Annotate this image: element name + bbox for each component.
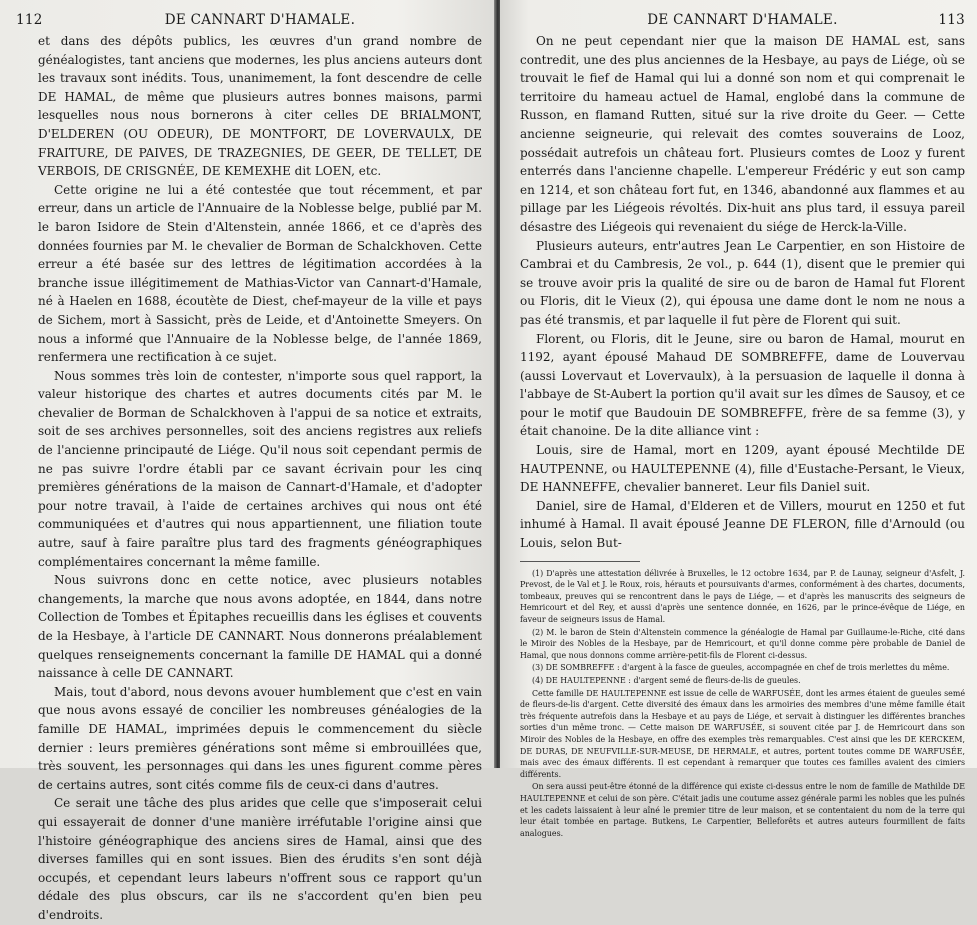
footnote: (2) M. le baron de Stein d'Altenstein commence la généalogie de Hamal par Guillaume-le-Riche, cité dans le Miroir des Nobles de la Hesbaye, par de Hemricourt, et qu'il donne comme père probable de Daniel de Hamal, que nous donnons comme arrière-petit-fils de Florent ci-dessus. (520, 627, 965, 660)
right-page-body (520, 32, 965, 553)
left-paragraph: Cette origine ne lui a été contestée que tout récemment, et par erreur, dans un article de l'Annuaire de la Noblesse belge, publié par M. le baron Isidore de Stein d'Altenstein, année 1866, et ce d'après des données fournies par M. le chevalier de Borman de Schalckhoven. Cette erreur a été basée sur des lettres de légitimation accordées à la branche issue illégitimement de Mathias-Victor van Cannart-d'Hamale, né à Haelen en 1688, écoutète de Diest, chef-mayeur de la ville et pays de Sichem, mort à Sassicht, près de Leide, et d'Antoinette Smeyers. On nous a informé que l'Annuaire de la Noblesse belge, de l'année 1869, renfermera une rectification à ce sujet. (38, 182, 482, 365)
left-page-number: 112 (16, 12, 43, 28)
footnotes (520, 568, 965, 840)
left-paragraph: et dans des dépôts publics, les œuvres d'un grand nombre de généalogistes, tant anciens que modernes, les plus anciens auteurs dont les travaux sont inédits. Tous, unanimement, la font descendre de celle DE HAMAL, de même que plusieurs autres bonnes maisons, parmi lesquelles nous nous bornerons à citer celles DE BRIALMONT, D'ELDEREN (OU ODEUR), DE MONTFORT, DE LOVERVAULX, DE FRAITURE, DE PAIVES, DE TRAZEGNIES, DE GEER, DE TELLET, DE VERBOIS, DE CRISGNÉE, DE KEMEXHE dit LOEN, etc. (38, 34, 482, 179)
footnote: Cette famille DE HAULTEPENNE est issue de celle de WARFUSÉE, dont les armes étaient de gueules semé de fleurs-de-lis d'argent. Cette diversité des émaux dans les armoiries des membres d'une même famille était très fréquente autrefois dans la Hesbaye et au pays de Liége, et servait à distinguer les différentes branches sorties d'un même tronc. — Cette maison DE WARFUSÉE, si souvent citée par J. de Hemricourt dans son Miroir des Nobles de la Hesbaye, en offre des exemples très remarquables. C'est ainsi que les DE KERCKEM, DE DURAS, DE NEUFVILLE-SUR-MEUSE, DE HERMALE, et autres, portent toutes comme DE WARFUSÉE, mais avec des émaux différents. Il est cependant à remarquer que toutes ces familles avaient des cimiers différents. (520, 688, 965, 779)
right-paragraph: On ne peut cependant nier que la maison DE HAMAL est, sans contredit, une des plus anciennes de la Hesbaye, au pays de Liége, où se trouvait le fief de Hamal qui lui a donné son nom et qui comprenait le territoire du hameau actuel de Hamal, englobé dans la commune de Russon, en flamand Rutten, situé sur la rive droite du Geer. — Cette ancienne seigneurie, qui relevait des comtes souverains de Looz, possédait autrefois un château fort. Plusieurs comtes de Looz y furent enterrés dans l'ancienne chapelle. L'empereur Frédéric y eut son camp en 1214, et son château fort fut, en 1346, abandonné aux flammes et au pillage par les Liégeois révoltés. Dix-huit ans plus tard, il essuya pareil désastre des Liégeois qui revenaient du siége de Herck-la-Ville. (520, 34, 965, 234)
right-page-number: 113 (938, 12, 965, 28)
left-running-title: DE CANNART D'HAMALE. (164, 12, 356, 28)
left-page-body (38, 32, 482, 925)
right-paragraph: Daniel, sire de Hamal, d'Elderen et de Villers, mourut en 1250 et fut inhumé à Hamal. Il avait épousé Jeanne DE FLERON, fille d'Arnould (ou Louis, selon But- (520, 498, 965, 551)
right-running-title: DE CANNART D'HAMALE. (647, 12, 838, 28)
footnote: (4) DE HAULTEPENNE : d'argent semé de fleurs-de-lis de gueules. (532, 675, 801, 685)
left-paragraph: Mais, tout d'abord, nous devons avouer humblement que c'est en vain que nous avons essayé de concilier les nombreuses généalogies de la famille DE HAMAL, imprimées depuis le commencement du siècle dernier : leurs premières générations sont même si embrouillées que, très souvent, les personnages qui dans les unes figurent comme pères de certains autres, sont cités comme fils de ceux-ci dans d'autres. (38, 684, 482, 792)
footnote: (1) D'après une attestation délivrée à Bruxelles, le 12 octobre 1634, par P. de Launay, seigneur d'Asfelt, J. Prevost, de le Val et J. le Roux, rois, hérauts et poursuivants d'armes, conformément à des chartes, documents, tombeaux, preuves qui se rencontrent dans le pays de Liége, — et d'après les manuscrits des seigneurs de Hemricourt et del Rey, et aussi d'après une sentence donnée, en 1626, par le prince-évêque de Liége, en faveur de seigneurs issus de Hamal. (520, 568, 965, 624)
left-paragraph: Nous suivrons donc en cette notice, avec plusieurs notables changements, la marche que nous avons adoptée, en 1844, dans notre Collection de Tombes et Épitaphes recueillis dans les églises et couvents de la Hesbaye, à l'article DE CANNART. Nous donnerons préalablement quelques renseignements concernant la famille DE HAMAL qui a donné naissance à celle DE CANNART. (38, 573, 482, 681)
right-page-header (520, 10, 965, 32)
footnote: On sera aussi peut-être étonné de la différence qui existe ci-dessus entre le nom de famille de Mathilde DE HAULTEPENNE et celui de son père. C'était jadis une coutume assez générale parmi les nobles que les puînés et les cadets laissaient à leur aîné le premier titre de leur maison, et se contentaient du nom de la terre qui leur était tombée en partage. Butkens, Le Carpentier, Belleforêts et autres auteurs fourmillent de faits analogues. (520, 782, 965, 838)
right-paragraph: Plusieurs auteurs, entr'autres Jean Le Carpentier, en son Histoire de Cambrai et du Cambresis, 2e vol., p. 644 (1), disent que le premier qui se trouve avoir pris la qualité de sire ou de baron de Hamal fut Florent ou Floris, dit le Vieux (2), qui épousa une dame dont le nom ne nous a pas été transmis, et par laquelle il fut père de Florent qui suit. (520, 238, 965, 327)
footnote-rule (520, 561, 640, 562)
right-paragraph: Louis, sire de Hamal, mort en 1209, ayant épousé Mechtilde DE HAUTPENNE, ou HAULTEPENNE (4), fille d'Eustache-Persant, le Vieux, DE HANNEFFE, chevalier banneret. Leur fils Daniel suit. (520, 443, 965, 495)
left-paragraph: Nous sommes très loin de contester, n'importe sous quel rapport, la valeur historique des chartes et autres documents cités par M. le chevalier de Borman de Schalckhoven à l'appui de sa notice et extraits, soit de ses archives personnelles, soit des anciens registres aux reliefs de l'ancienne principauté de Liége. Qu'il nous soit cependant permis de ne pas suivre l'ordre établi par ce savant écrivain pour les cinq premières générations de la maison de Cannart-d'Hamale, et d'adopter pour notre travail, à l'aide de certaines archives qui nous ont été communiquées et d'autres qui nous appartiennent, une filiation toute autre, sauf à faire paraître plus tard des fragments généographiques complémentaires concernant la même famille. (38, 368, 482, 569)
footnote: (3) DE SOMBREFFE : d'argent à la fasce de gueules, accompagnée en chef de trois merlettes du même. (532, 663, 950, 673)
left-page-header (16, 10, 482, 32)
right-paragraph: Florent, ou Floris, dit le Jeune, sire ou baron de Hamal, mourut en 1192, ayant épousé Mahaud DE SOMBREFFE, dame de Louvervau (aussi Lovervaut et Lovervaulx), à la persuasion de laquelle il donna à l'abbaye de St-Aubert la portion qu'il avait sur les dîmes de Sausoy, et ce pour le motif que Baudouin DE SOMBREFFE, frère de sa femme (3), y était chanoine. De la dite alliance vint : (520, 331, 965, 439)
left-paragraph: Ce serait une tâche des plus arides que celle que s'imposerait celui qui essayerait de donner d'une manière irréfutable l'origine ainsi que l'histoire généographique des anciens sires de Hamal, ainsi que des diverses familles qui en sont issues. Bien des érudits s'en sont déjà occupés, et cependant leurs labeurs n'offrent sous ce rapport qu'un dédale des plus obscurs, car ils ne s'accordent qu'en bien peu d'endroits. (38, 796, 482, 922)
right-page (500, 0, 977, 838)
